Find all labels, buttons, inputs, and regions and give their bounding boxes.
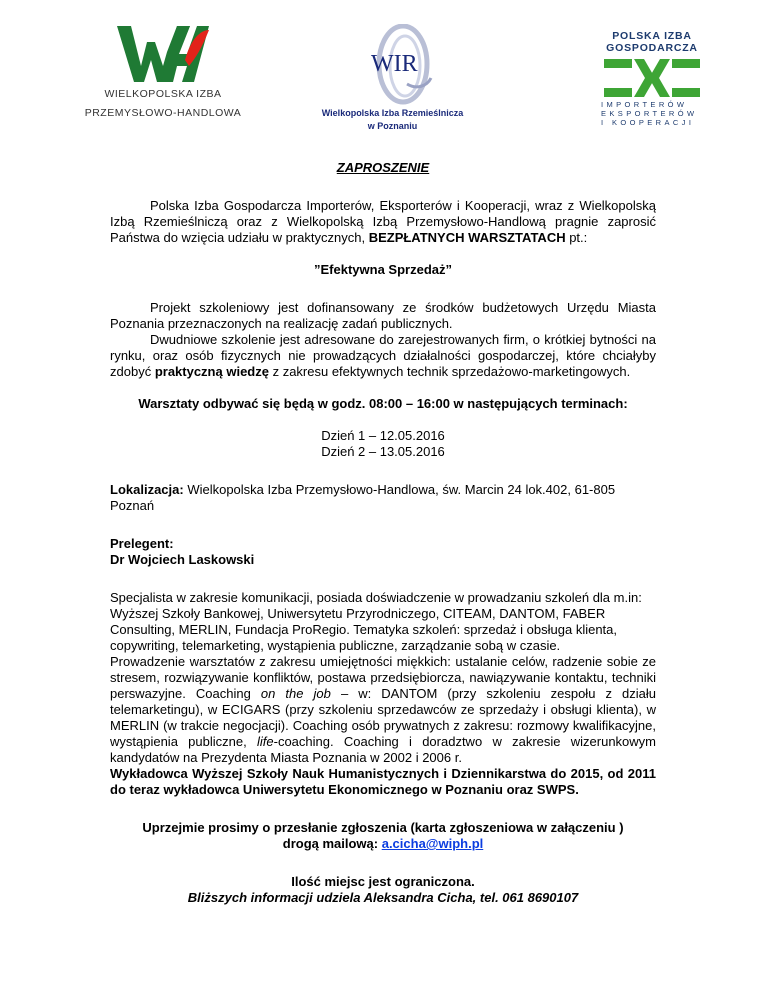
intro-text: Polska Izba Gospodarcza Importerów, Eksporterów i Kooperacji, wraz z Wielkopolską Izbą Rzemieślniczą oraz z Wielkopolską Izbą Przemysłowo-Handlową pragnie zaprosić Państwa do wzięcia udziału w praktycznych,: [110, 198, 656, 245]
pig-title-line2: GOSPODARCZA: [606, 42, 698, 54]
bio2-italic-2: life: [257, 734, 274, 749]
wiph-caption-line2: PRZEMYSŁOWO-HANDLOWA: [84, 107, 242, 119]
funding-paragraph: Projekt szkoleniowy jest dofinansowany ze środków budżetowych Urzędu Miasta Poznania przeznaczonych na realizację zadań publicznych.: [110, 300, 656, 331]
wiph-mark-icon: [117, 26, 209, 82]
bio2-c: -coaching. Coaching i doradztwo w zakresie wizerunkowym kandydatów na Prezydenta Miasta Poznania w 2002 i 2006 r.: [110, 734, 656, 765]
day-2: Dzień 2 – 13.05.2016: [321, 444, 445, 459]
bio2-b: – w: DANTOM (przy szkoleniu zespołu z działu telemarketingu), w ECIGARS (przy szkoleniu sprzedawców ze sprzedaży i obsługi klienta), w MERLIN (w trakcie negocjacji). Coaching osób prywatnych z zakresu: rozmowy kwalifikacyjne, wystąpienia publiczne,: [110, 686, 656, 749]
pig-sub-line1: IMPORTERÓW: [601, 100, 688, 109]
bio2-italic-1: on the job: [260, 686, 331, 701]
location-label: Lokalizacja:: [110, 482, 184, 497]
bio-paragraph-3: Wykładowca Wyższej Szkoły Nauk Humanistycznych i Dziennikarstwa do 2015, od 2011 do teraz wykładowca Uniwersytetu Ekonomicznego w Poznaniu oraz SWPS.: [110, 766, 656, 797]
email-link[interactable]: a.cicha@wiph.pl: [381, 836, 484, 851]
limited-seats: Ilość miejsc jest ograniczona.: [291, 874, 475, 889]
speaker-name: Dr Wojciech Laskowski: [110, 552, 255, 567]
doc-title: ZAPROSZENIE: [336, 160, 430, 175]
intro-bold: BEZPŁATNYCH WARSZTATACH: [368, 230, 566, 245]
request-line-1: Uprzejmie prosimy o przesłanie zgłoszenia (karta zgłoszeniowa w załączeniu ): [142, 820, 624, 835]
audience-bold: praktyczną wiedzę: [154, 364, 269, 379]
request-line-2: [110, 836, 656, 852]
location-value: Wielkopolska Izba Przemysłowo-Handlowa, św. Marcin 24 lok.402, 61-805 Poznań: [110, 482, 616, 513]
pig-sub-line2: EKSPORTERÓW: [601, 109, 698, 118]
audience-text: Dwudniowe szkolenie jest adresowane do zarejestrowanych firm, o krótkiej bytności na rynku, oraz osób fizycznych nie prowadzących działalności gospodarczej, które chciałyby zdobyć: [110, 332, 656, 379]
pig-logo: [597, 30, 707, 135]
audience-paragraph: [110, 332, 656, 380]
wir-mark-icon: [345, 24, 441, 106]
pig-title-line1: POLSKA IZBA: [612, 30, 692, 42]
letter-body: [110, 160, 656, 906]
bio2-a: Prowadzenie warsztatów z zakresu umiejętności miękkich: ustalanie celów, radzenie sobie ze stresem, rozwiązywanie konfliktów, postawa przedsiębiorcza, nawiązywanie kontaktu, techniki perswazyjne. Coaching: [110, 654, 656, 701]
wiph-logo: [78, 26, 248, 136]
workshop-title: ”Efektywna Sprzedaż”: [314, 262, 452, 277]
contact-info: Bliższych informacji udziela Aleksandra Cicha, tel. 061 8690107: [187, 890, 579, 905]
wir-logo: [310, 24, 475, 136]
intro-tail: pt.:: [565, 230, 588, 245]
intro-paragraph: [110, 198, 656, 246]
schedule-heading: Warsztaty odbywać się będą w godz. 08:00 – 16:00 w następujących terminach:: [138, 396, 628, 411]
request-line-2-text: drogą mailową:: [282, 836, 382, 851]
wir-caption-line1: Wielkopolska Izba Rzemieślnicza: [321, 108, 464, 118]
day-1: Dzień 1 – 12.05.2016: [321, 428, 445, 443]
pig-arrows-icon: [604, 57, 700, 99]
bio-paragraph-1: Specjalista w zakresie komunikacji, posiada doświadczenie w prowadzaniu szkoleń dla m.in: Wyższej Szkoły Bankowej, Uniwersytetu Przyrodniczego, CITEAM, DANTOM, FABER Consulting, MERLIN, Fundacja ProRegio. Tematyka szkoleń: sprzedaż i obsługa klienta, copywriting, telemarketing, wystąpienia publiczne, zarządzanie sobą w czasie.: [110, 590, 642, 653]
audience-tail: z zakresu efektywnych technik sprzedażowo-marketingowych.: [268, 364, 631, 379]
wiph-caption-line1: WIELKOPOLSKA IZBA: [104, 88, 222, 100]
wir-caption-line2: w Poznaniu: [367, 121, 418, 131]
bio-paragraph-2: [110, 654, 656, 766]
speaker-label: Prelegent:: [110, 536, 174, 551]
pig-sub-line3: I KOOPERACJI: [601, 118, 695, 127]
wir-mark-text: WIR: [370, 51, 418, 77]
location-line: [110, 482, 656, 514]
